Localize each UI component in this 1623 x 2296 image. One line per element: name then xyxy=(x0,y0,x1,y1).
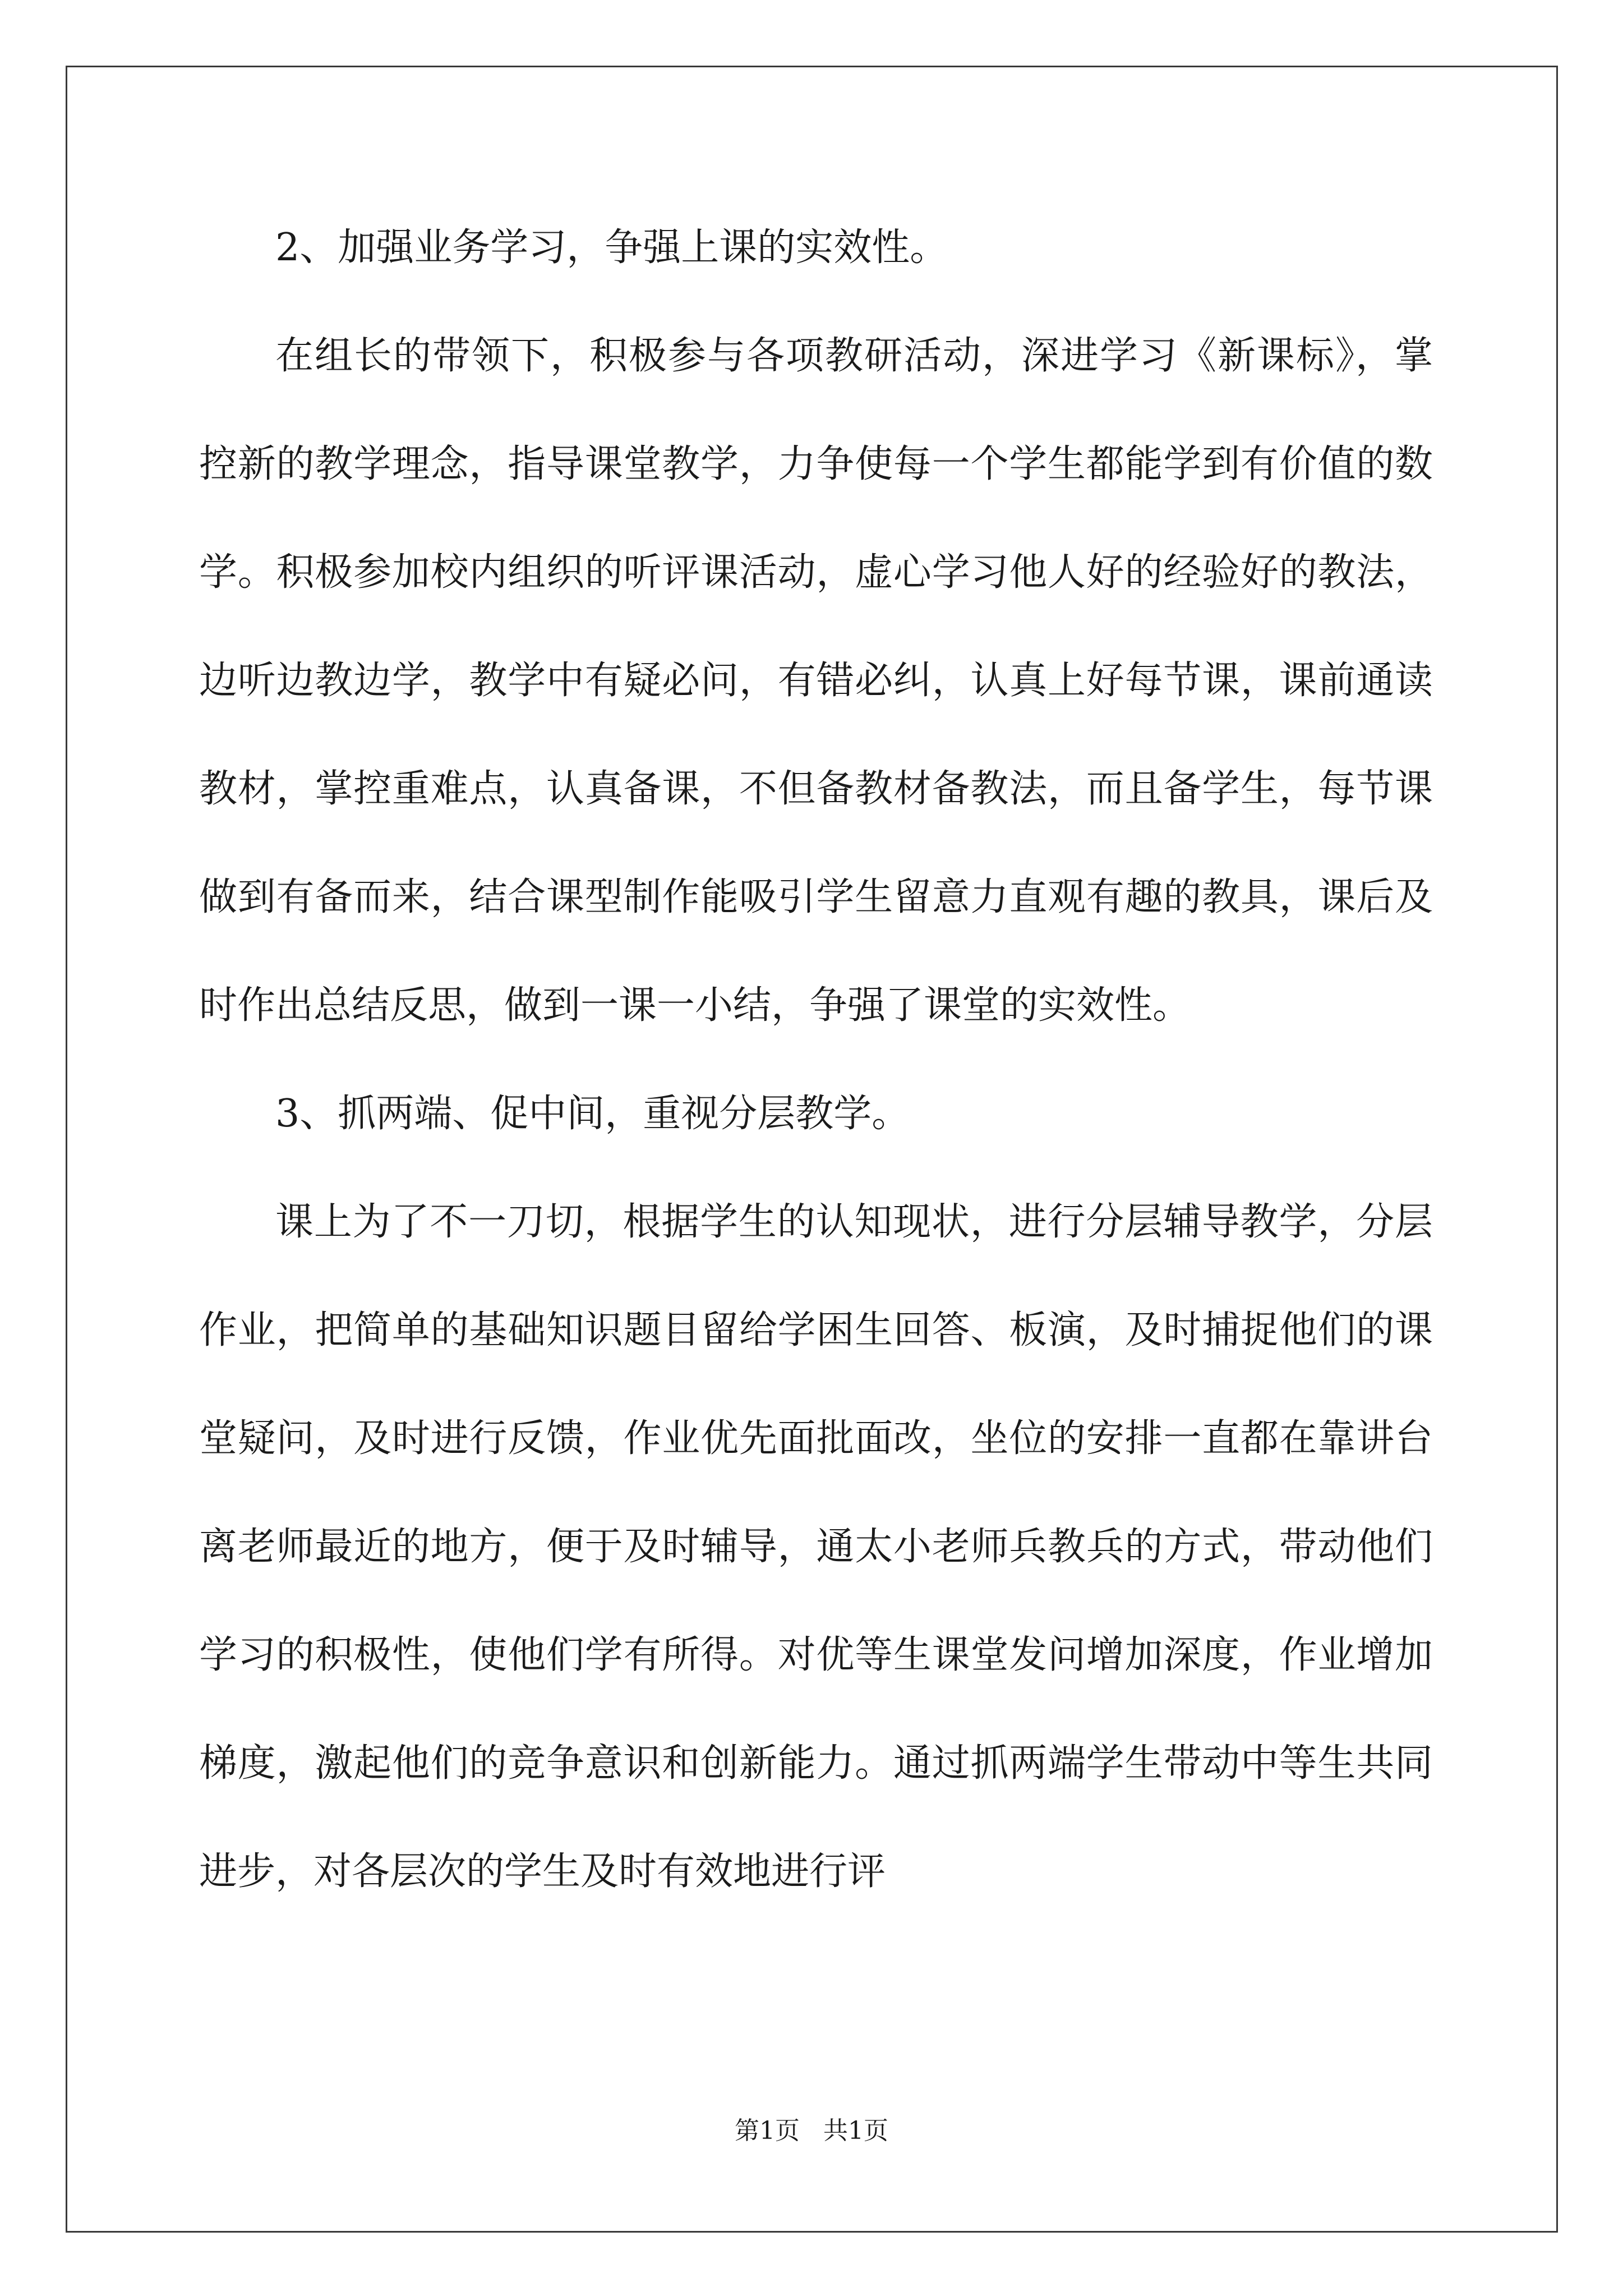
page-number-footer: 第1页 共1页 xyxy=(735,2116,888,2145)
section-heading-2: 2、加强业务学习，争强上课的实效性。 xyxy=(275,226,948,270)
section-heading-3: 3、抓两端、促中间，重视分层教学。 xyxy=(275,1092,910,1136)
document-body xyxy=(199,194,1433,1926)
body-paragraph: 课上为了不一刀切，根据学生的认知现状，进行分层辅导教学，分层作业，把简单的基础知识题目留给学困生回答、板演，及时捕捉他们的课堂疑问，及时进行反馈，作业优先面批面改，坐位的安排一直都在靠讲台离老师最近的地方，便于及时辅导，通太小老师兵教兵的方式，带动他们学习的积极性，使他们学有所得。对优等生课堂发问增加深度，作业增加梯度，激起他们的竞争意识和创新能力。通过抓两端学生带动中等生共同进步，对各层次的学生及时有效地进行评 xyxy=(199,1200,1433,1894)
body-paragraph: 在组长的带领下，积极参与各项教研活动，深进学习《新课标》，掌控新的教学理念，指导课堂教学，力争使每一个学生都能学到有价值的数学。积极参加校内组织的听评课活动，虚心学习他人好的经验好的教法，边听边教边学，教学中有疑必问，有错必纠，认真上好每节课，课前通读教材，掌控重难点，认真备课，不但备教材备教法，而且备学生，每节课做到有备而来，结合课型制作能吸引学生留意力直观有趣的教具，课后及时作出总结反思，做到一课一小结，争强了课堂的实效性。 xyxy=(199,334,1433,1028)
